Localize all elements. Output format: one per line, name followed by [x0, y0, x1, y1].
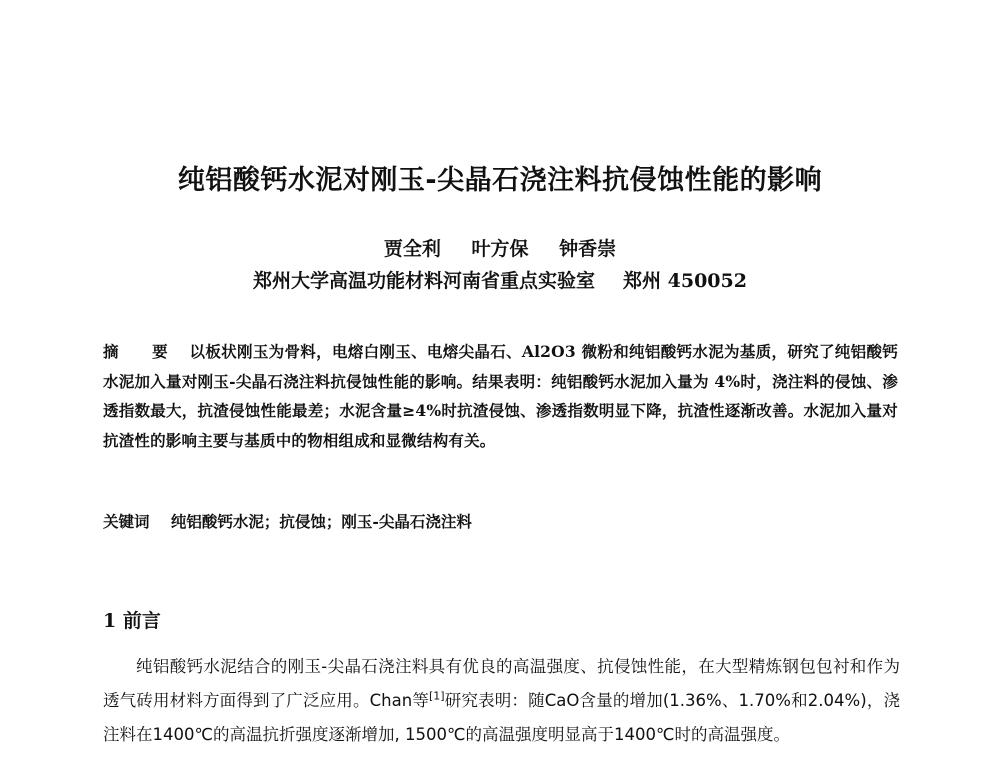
author-list [0, 234, 1000, 261]
keywords [103, 510, 898, 532]
keywords-text: 纯铝酸钙水泥；抗侵蚀；刚玉-尖晶石浇注料 [170, 512, 472, 531]
author-name: 钟香崇 [559, 238, 617, 260]
section-heading: 1 前言 [103, 610, 161, 632]
city-zip: 郑州 450052 [623, 270, 747, 292]
abstract [103, 337, 898, 455]
paragraph-text: 纯铝酸钙水泥结合的刚玉-尖晶石浇注料具有优良的高温强度、抗侵蚀性能，在大型精炼钢包包衬和作为透气砖用材料方面得到了广泛应用。Chan等 [103, 657, 900, 710]
body-text [103, 650, 900, 752]
citation-mark[interactable]: [1] [429, 689, 445, 703]
affiliation-line [0, 266, 1000, 293]
affiliation: 郑州大学高温功能材料河南省重点实验室 [253, 270, 596, 292]
paragraph [103, 650, 900, 752]
keywords-label: 关键词 [103, 512, 150, 531]
paragraph-text: 研究表明：随CaO含量的增加(1.36%、1.70%和2.04%)，浇注料在1400℃的高温抗折强度逐渐增加, 1500℃的高温强度明显高于1400℃时的高温强度。 [103, 691, 900, 744]
author-name: 贾全利 [383, 238, 441, 260]
paper-title: 纯铝酸钙水泥对刚玉-尖晶石浇注料抗侵蚀性能的影响 [177, 165, 823, 196]
author-name: 叶方保 [471, 238, 529, 260]
abstract-label: 摘 要 [103, 342, 182, 361]
abstract-text: 以板状刚玉为骨料，电熔白刚玉、电熔尖晶石、Al2O3 微粉和纯铝酸钙水泥为基质，研究了纯铝酸钙水泥加入量对刚玉-尖晶石浇注料抗侵蚀性能的影响。结果表明：纯铝酸钙水泥加入量为 4%时，浇注料的侵蚀、渗透指数最大，抗渣侵蚀性能最差；水泥含量≥4%时抗渣侵蚀、渗透指数明显下降，抗渣性逐渐改善。水泥加入量对抗渣性的影响主要与基质中的物相组成和显微结构有关。 [103, 342, 898, 450]
